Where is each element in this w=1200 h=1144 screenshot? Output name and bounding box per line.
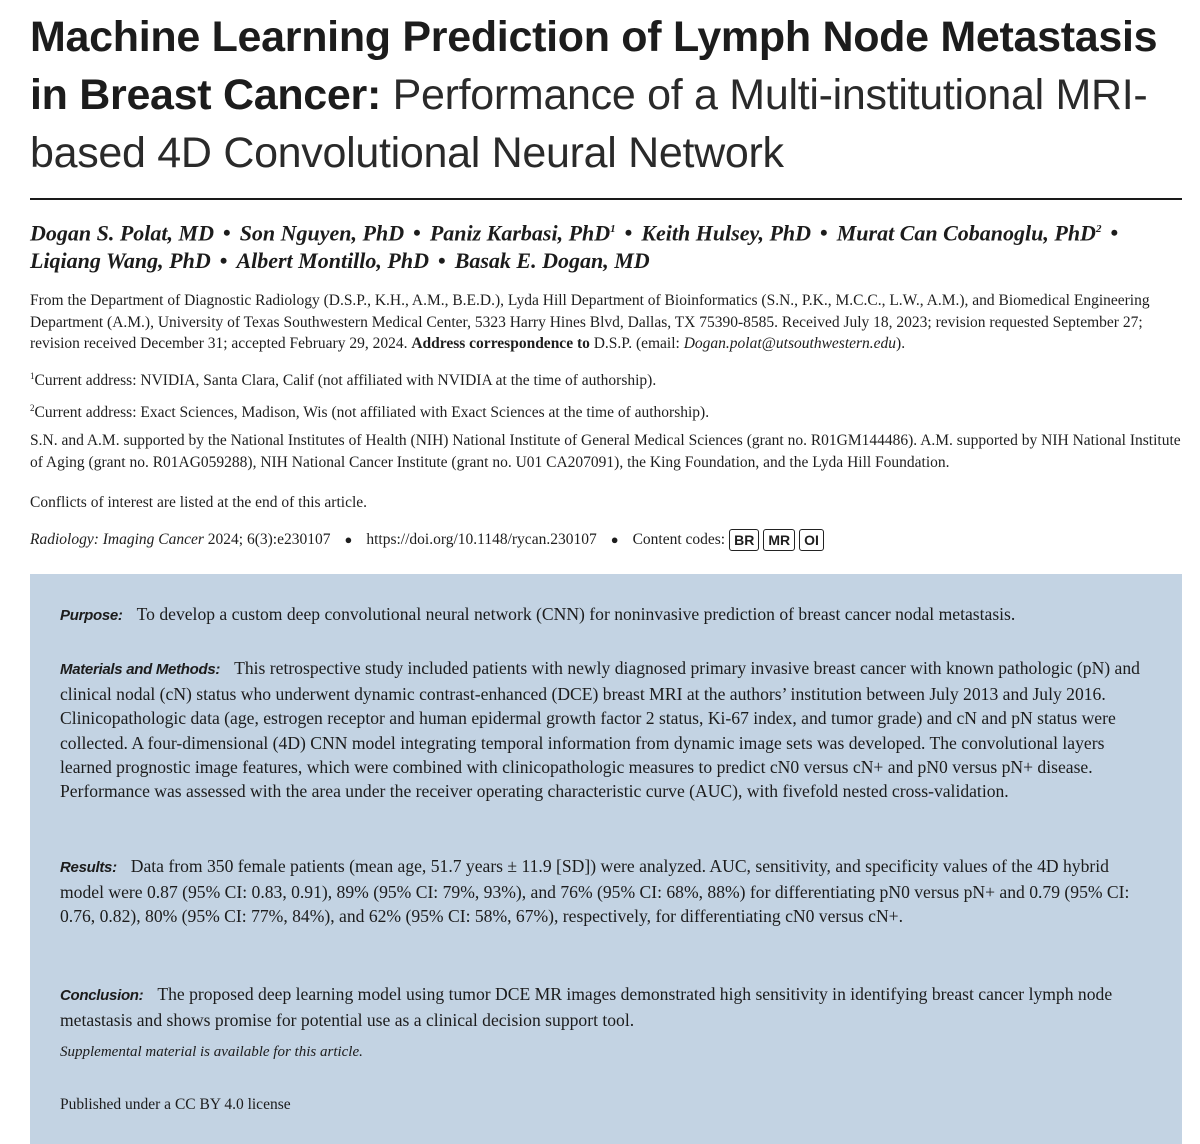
section-label: Materials and Methods:	[60, 661, 221, 678]
author: Keith Hulsey, PhD	[641, 220, 812, 246]
conflicts-statement: Conflicts of interest are listed at the end of this article.	[30, 494, 368, 511]
section-label: Purpose:	[60, 607, 123, 624]
section-label: Results:	[60, 859, 117, 876]
content-codes-label: Content codes:	[632, 531, 726, 548]
footnote-text: Current address: Exact Sciences, Madison, Wis (not affiliated with Exact Sciences at the time of authorship).	[34, 404, 710, 422]
author: Dogan S. Polat, MD	[30, 220, 214, 246]
author: Murat Can Cobanoglu, PhD	[836, 220, 1096, 246]
correspondence-label: Address correspondence to	[411, 335, 590, 352]
license-note: Published under a CC BY 4.0 license	[60, 1096, 291, 1113]
abstract-results	[60, 854, 1150, 929]
title-main: Machine Learning Prediction of Lymph Node Metastasis in Breast Cancer:	[30, 13, 1158, 119]
affiliation-body: From the Department of Diagnostic Radiology (D.S.P., K.H., A.M., B.E.D.), Lyda Hill Department of Bioinformatics (S.N., P.K., M.C.C., L.W., A.M.), and Biomedical Engineering Department (A.M.), University of Texas Southwestern Medical Center, 5323 Harry Hines Blvd, Dallas, TX 75390-8585. Received July 18, 2023; revision requested September 27; revision received December 31; accepted February 29, 2024.	[30, 292, 1150, 352]
author-footnote-marker: 1	[610, 223, 616, 235]
correspondence-text: D.S.P. (email:	[589, 335, 684, 352]
affiliation-end: ).	[896, 335, 906, 352]
footnote-marker: 1	[30, 371, 35, 381]
doi-link[interactable]: https://doi.org/10.1148/rycan.230107	[366, 531, 597, 548]
journal-volume: 2024; 6(3):e230107	[203, 531, 331, 548]
abstract-box	[30, 574, 1182, 1144]
author: Albert Montillo, PhD	[236, 248, 429, 274]
author-list: Dogan S. Polat, MD • Son Nguyen, PhD • Paniz Karbasi, PhD$^1$ • Keith Hulsey, PhD • Murat Can Cobanoglu, PhD$^2$ • Liqiang Wang, PhD • Albert Montillo, PhD • Basak E. Dogan, MD	[30, 220, 1119, 274]
section-label: Conclusion:	[60, 987, 144, 1004]
section-text: This retrospective study included patients with newly diagnosed primary invasive breast cancer with known pathologic (pN) and clinical nodal (cN) status who underwent dynamic contrast-enhanced (DCE) breast MRI at the authors’ institution between July 2013 and July 2016. Clinicopathologic data (age, estrogen receptor and human epidermal growth factor 2 status, Ki-67 index, and tumor grade) and cN and pN status were collected. A four-dimensional (4D) CNN model integrating temporal information from dynamic image sets was developed. The convolutional layers learned prognostic image features, which were combined with clinicopathologic measures to predict cN0 versus cN+ and pN0 versus pN+ disease. Performance was assessed with the area under the receiver operating characteristic curve (AUC), with fivefold nested cross-validation.	[60, 658, 1140, 802]
abstract-methods	[60, 656, 1150, 803]
correspondence-email[interactable]: Dogan.polat@utsouthwestern.edu	[683, 335, 897, 352]
content-code-badge: BR	[729, 529, 759, 551]
footnote	[30, 366, 1186, 392]
abstract-conclusion	[60, 982, 1150, 1032]
supplemental-note: Supplemental material is available for this article.	[60, 1044, 363, 1060]
author: Basak E. Dogan, MD	[454, 248, 650, 274]
content-code-badge: OI	[799, 529, 824, 551]
funding-statement: S.N. and A.M. supported by the National Institutes of Health (NIH) National Institute of General Medical Sciences (grant no. R01GM144486). A.M. supported by NIH National Institute of Aging (grant no. R01AG059288), NIH National Cancer Institute (grant no. U01 CA207091), the King Foundation, and the Lyda Hill Foundation.	[30, 432, 1181, 471]
footnote-marker: 2	[30, 403, 35, 413]
section-text: The proposed deep learning model using tumor DCE MR images demonstrated high sensitivity in identifying breast cancer lymph node metastasis and shows promise for potential use as a clinical decision support tool.	[60, 984, 1113, 1031]
section-text: To develop a custom deep convolutional neural network (CNN) for noninvasive prediction of breast cancer nodal metastasis.	[136, 604, 1016, 624]
footnote-text: Current address: NVIDIA, Santa Clara, Calif (not affiliated with NVIDIA at the time of authorship).	[34, 372, 657, 390]
abstract-purpose	[60, 602, 1150, 628]
author: Liqiang Wang, PhD	[30, 248, 211, 274]
title-divider	[30, 198, 1182, 200]
affiliation-text	[30, 290, 1186, 355]
footnote	[30, 398, 1186, 424]
author: Son Nguyen, PhD	[239, 220, 405, 246]
citation-line: Radiology: Imaging Cancer 2024; 6(3):e230107 ● https://doi.org/10.1148/rycan.230107 ● Content codes: BR MR OI	[30, 526, 1186, 554]
author: Paniz Karbasi, PhD	[429, 220, 611, 246]
journal-name: Radiology: Imaging Cancer	[30, 531, 204, 548]
section-text: Data from 350 female patients (mean age, 51.7 years ± 11.9 [SD]) were analyzed. AUC, sensitivity, and specificity values of the 4D hybrid model were 0.87 (95% CI: 0.83, 0.91), 89% (95% CI: 79%, 93%), and 76% (95% CI: 68%, 88%) for differentiating pN0 versus pN+ and 0.79 (95% CI: 0.76, 0.82), 80% (95% CI: 77%, 84%), and 62% (95% CI: 58%, 67%), respectively, for differentiating cN0 versus cN+.	[60, 856, 1130, 927]
author-footnote-marker: 2	[1095, 223, 1102, 235]
content-code-badge: MR	[763, 529, 795, 551]
title-subtitle: Performance of a Multi-institutional MRI-based 4D Convolutional Neural Network	[30, 71, 1148, 177]
article-title	[30, 8, 1190, 182]
